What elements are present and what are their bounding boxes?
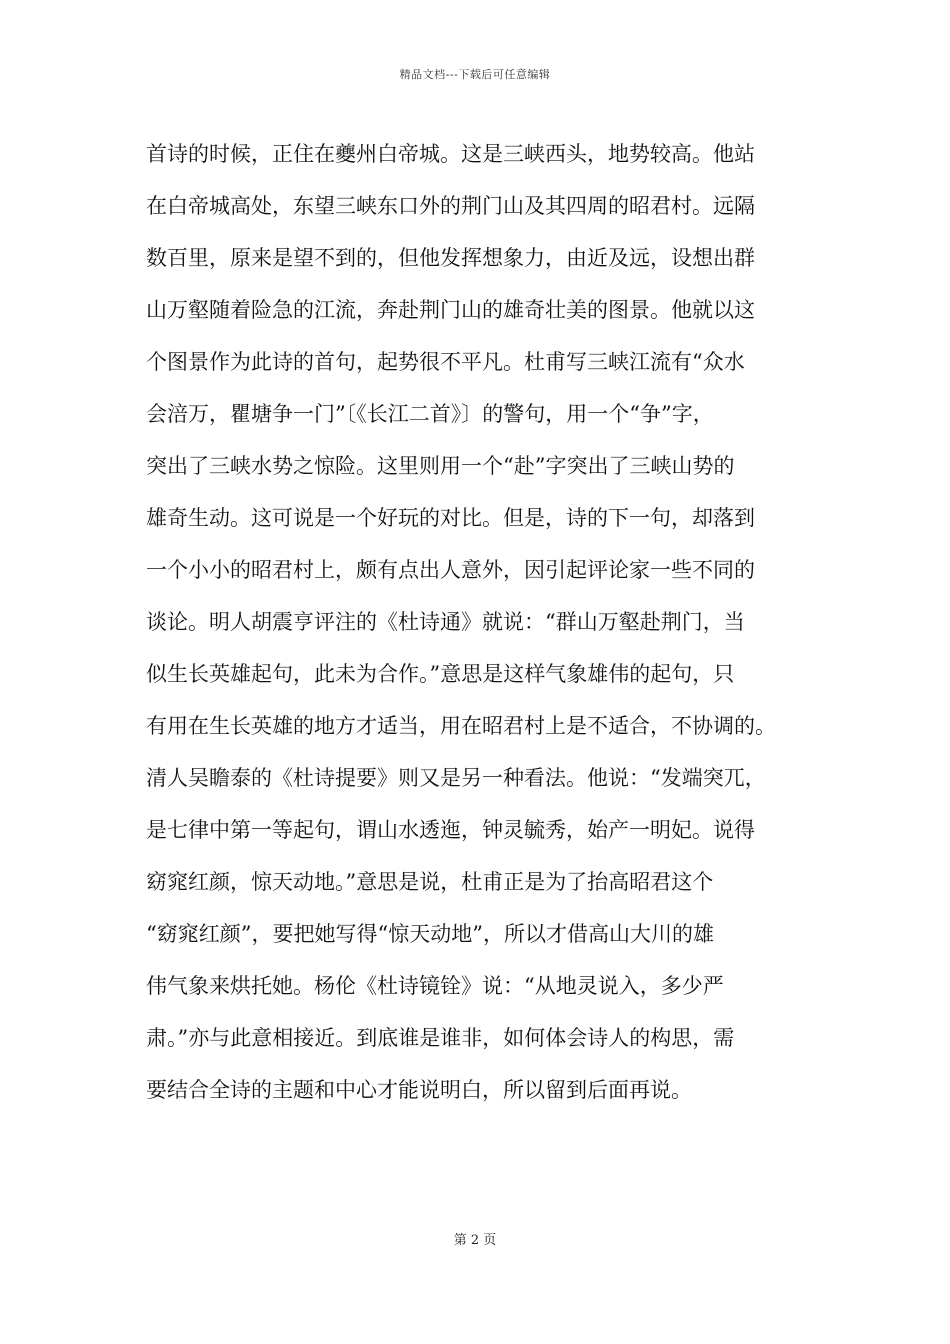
- text-line: 在白帝城高处，东望三峡东口外的荆门山及其四周的昭君村。远隔: [146, 194, 755, 218]
- text-line: 山万壑随着险急的江流，奔赴荆门山的雄奇壮美的图景。他就以这: [146, 298, 755, 322]
- text-line: 窈窕红颜，惊天动地。”意思是说，杜甫正是为了抬高昭君这个: [146, 870, 714, 894]
- text-line: 雄奇生动。这可说是一个好玩的对比。但是，诗的下一句，却落到: [146, 506, 755, 530]
- text-line: 首诗的时候，正住在夔州白帝城。这是三峡西头，地势较高。他站: [146, 142, 755, 166]
- text-line: 有用在生长英雄的地方才适当，用在昭君村上是不适合，不协调的。: [146, 714, 776, 738]
- text-line: 一个小小的昭君村上，颇有点出人意外，因引起评论家一些不同的: [146, 558, 755, 582]
- text-line: 似生长英雄起句，此未为合作。”意思是这样气象雄伟的起句，只: [146, 662, 735, 686]
- text-line: 清人吴瞻泰的《杜诗提要》则又是另一种看法。他说：“发端突兀，: [146, 766, 766, 790]
- body-text: [146, 128, 826, 1116]
- text-line: 谈论。明人胡震亨评注的《杜诗通》就说：“群山万壑赴荆门，当: [146, 610, 745, 634]
- text-line: 数百里，原来是望不到的，但他发挥想象力，由近及远，设想出群: [146, 246, 755, 270]
- text-line: 个图景作为此诗的首句，起势很不平凡。杜甫写三峡江流有“众水: [146, 350, 745, 374]
- page-header: 精品文档---下载后可任意编辑: [399, 68, 551, 81]
- page-number: 第 2 页: [453, 1233, 497, 1248]
- text-line: 肃。”亦与此意相接近。到底谁是谁非，如何体会诗人的构思，需: [146, 1026, 735, 1050]
- text-line: 是七律中第一等起句，谓山水透迤，钟灵毓秀，始产一明妃。说得: [146, 818, 755, 842]
- text-line: 突出了三峡水势之惊险。这里则用一个“赴”字突出了三峡山势的: [146, 454, 735, 478]
- text-line: 要结合全诗的主题和中心才能说明白，所以留到后面再说。: [146, 1078, 692, 1102]
- text-line: 伟气象来烘托她。杨伦《杜诗镜铨》说：“从地灵说入，多少严: [146, 974, 724, 998]
- text-line: 会涪万，瞿塘争一门”〔《长江二首》〕的警句，用一个“争”字，: [146, 402, 714, 426]
- text-line: “窈窕红颜”，要把她写得“惊天动地”，所以才借高山大川的雄: [146, 922, 714, 946]
